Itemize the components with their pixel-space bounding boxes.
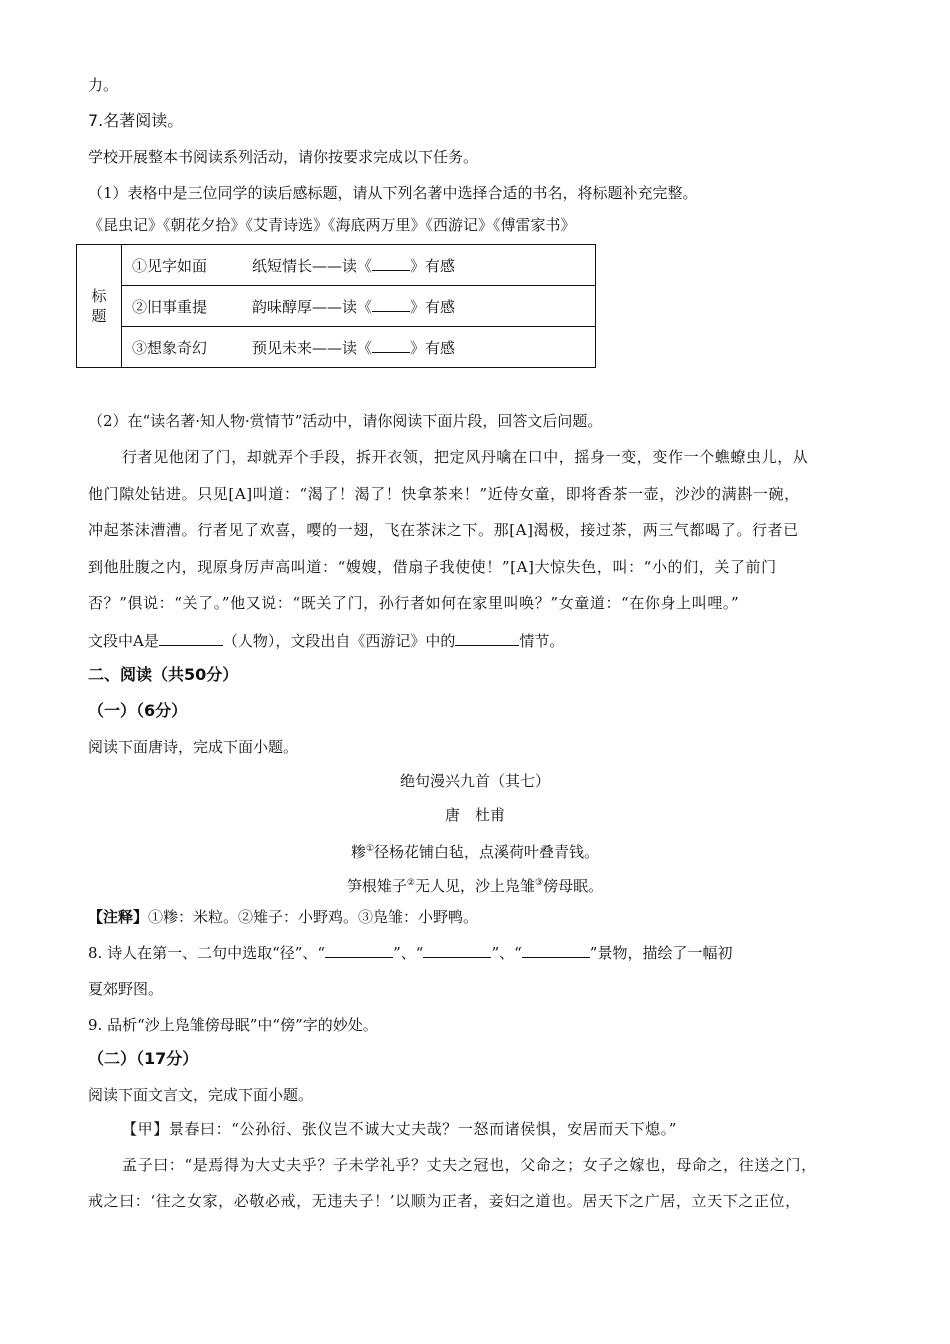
jia-text: 景春曰：“公孙衍、张仪岂不诚大丈夫哉？一怒而诸侯惧，安居而天下熄。” bbox=[168, 1120, 678, 1138]
q7-2-part-b: （人物），文段出自《西游记》中的 bbox=[222, 632, 456, 650]
row-2-title-start: 韵味醇厚——读《 bbox=[252, 297, 373, 316]
row-3-title-end: 》有感 bbox=[410, 338, 456, 357]
task-1-instruction: （1）表格中是三位同学的读后感标题，请从下列名著中选择合适的书名，将标题补充完整。 bbox=[88, 184, 698, 202]
row-2-label: ②旧事重提 bbox=[132, 297, 208, 316]
passage-line: 他门隙处钻进。只见[A]叫道：“渴了！渴了！快拿茶来！”近侍女童，即将香茶一壶，沙沙的满斟一碗， bbox=[88, 485, 800, 503]
q8-text: 8. 诗人在第一、二句中选取“径”、“ bbox=[88, 944, 326, 962]
poem-notes bbox=[88, 906, 478, 928]
top-fragment: 力。 bbox=[88, 76, 119, 94]
part-1-title: （一）（6分） bbox=[88, 701, 188, 720]
task-2-instruction: （2）在“读名著·知人物·赏情节”活动中，请你阅读下面片段，回答文后问题。 bbox=[88, 412, 603, 430]
poem-text: 糁 bbox=[350, 843, 366, 861]
poem-author: 唐 杜甫 bbox=[444, 806, 505, 824]
table-head-label: 标题 bbox=[91, 287, 107, 325]
row-2-blank[interactable] bbox=[372, 297, 410, 312]
poem-text: 径杨花铺白毡，点溪荷叶叠青钱。 bbox=[374, 843, 600, 861]
row-1-title-start: 纸短情长——读《 bbox=[252, 256, 373, 275]
q8-text: ”、“ bbox=[491, 944, 522, 962]
book-list: 《昆虫记》《朝花夕拾》《艾青诗选》《海底两万里》《西游记》《傅雷家书》 bbox=[88, 216, 576, 234]
poem-text: 傍母眠。 bbox=[543, 877, 604, 895]
jia-line-1 bbox=[122, 1118, 677, 1140]
note-marker: ① bbox=[365, 844, 375, 854]
poem-title: 绝句漫兴九首（其七） bbox=[399, 772, 550, 790]
note-label: 【注释】 bbox=[88, 908, 149, 926]
q8-blank-1[interactable] bbox=[325, 943, 393, 958]
note-marker: ③ bbox=[535, 878, 544, 888]
poem-text: 无人见，沙上凫雏 bbox=[414, 877, 535, 895]
row-3-title-start: 预见未来——读《 bbox=[252, 338, 373, 357]
note-marker: ② bbox=[406, 878, 415, 888]
title-table bbox=[76, 244, 596, 368]
poem-line-2 bbox=[0, 872, 950, 897]
question-7-2 bbox=[88, 630, 564, 652]
row-1-title-end: 》有感 bbox=[410, 256, 456, 275]
question-8 bbox=[88, 942, 732, 964]
passage-line: 行者见他闭了门，却就弄个手段，拆开衣领，把定风丹噙在口中，摇身一变，变作一个蟭蟟虫儿，从 bbox=[122, 448, 809, 466]
row-1-label: ①见字如面 bbox=[132, 256, 208, 275]
q7-2-part-a: 文段中A是 bbox=[88, 632, 159, 650]
table-row bbox=[122, 286, 596, 327]
q7-2-part-c: 情节。 bbox=[519, 632, 565, 650]
note-text: ①糁：米粒。②雉子：小野鸡。③凫雏：小野鸭。 bbox=[148, 908, 479, 926]
plot-blank[interactable] bbox=[455, 631, 519, 646]
section-2-title: 二、阅读（共50分） bbox=[88, 665, 239, 684]
poem-line-1 bbox=[0, 838, 950, 863]
passage-line: 否？”俱说：“关了。”他又说：“既关了门，孙行者如何在家里叫唤？”女童道：“在你身上叫哩。” bbox=[88, 594, 740, 612]
row-1-blank[interactable] bbox=[372, 256, 410, 271]
table-head-cell bbox=[77, 245, 122, 368]
row-3-blank[interactable] bbox=[372, 338, 410, 353]
table-row bbox=[122, 245, 596, 286]
row-3-label: ③想象奇幻 bbox=[132, 338, 208, 357]
jia-line-2: 孟子曰：“是焉得为大丈夫乎？子未学礼乎？丈夫之冠也，父命之；女子之嫁也，母命之，往送之门， bbox=[122, 1156, 817, 1174]
part-2-intro: 阅读下面文言文，完成下面小题。 bbox=[88, 1086, 314, 1104]
question-7-intro: 学校开展整本书阅读系列活动，请你按要求完成以下任务。 bbox=[88, 148, 479, 166]
q8-blank-2[interactable] bbox=[423, 943, 491, 958]
passage-line: 到他肚腹之内，现原身厉声高叫道：“嫂嫂，借扇子我使使！”[A]大惊失色，叫：“小的们，关了前门 bbox=[88, 558, 777, 576]
question-9: 9. 品析“沙上凫雏傍母眠”中“傍”字的妙处。 bbox=[88, 1016, 378, 1034]
poem-text: 笋根雉子 bbox=[346, 877, 407, 895]
part-2-title: （二）（17分） bbox=[88, 1049, 199, 1068]
q8-text: ”、“ bbox=[393, 944, 424, 962]
character-blank[interactable] bbox=[159, 631, 223, 646]
jia-label: 【甲】 bbox=[122, 1120, 169, 1138]
table-row bbox=[122, 327, 596, 368]
passage-line: 冲起茶沫漕漕。行者见了欢喜，嘤的一翅，飞在茶沫之下。那[A]渴极，接过茶，两三气都喝了。行者已 bbox=[88, 521, 799, 539]
jia-line-3: 戒之曰：‘往之女家，必敬必戒，无违夫子！’以顺为正者，妾妇之道也。居天下之广居，立天下之正位， bbox=[88, 1192, 801, 1210]
q8-blank-3[interactable] bbox=[522, 943, 590, 958]
question-7-title: 7.名著阅读。 bbox=[88, 111, 184, 130]
row-2-title-end: 》有感 bbox=[410, 297, 456, 316]
question-8-continued: 夏郊野图。 bbox=[88, 980, 164, 998]
part-1-intro: 阅读下面唐诗，完成下面小题。 bbox=[88, 738, 299, 756]
q8-text: ”景物，描绘了一幅初 bbox=[589, 944, 733, 962]
